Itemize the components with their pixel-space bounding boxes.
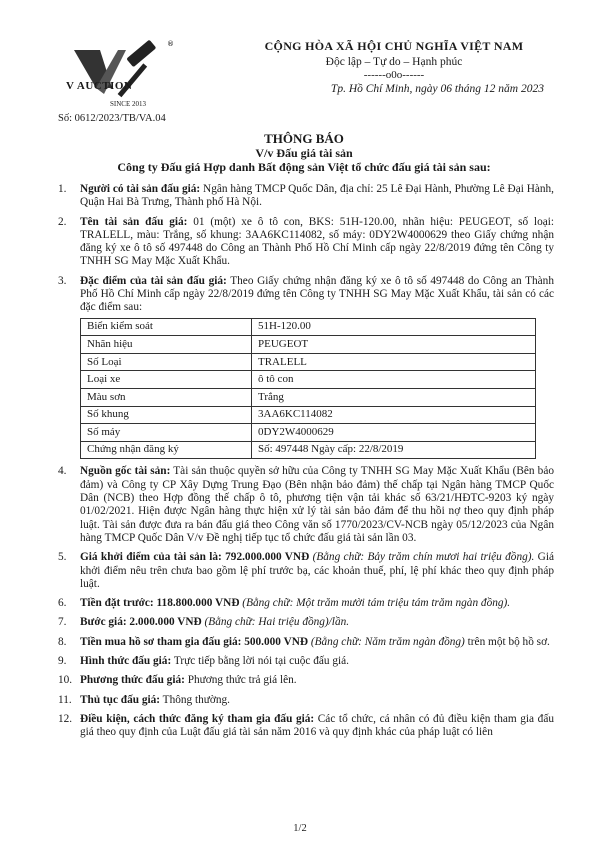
item-number: 3. [58,274,67,287]
item-label: Tên tài sản đấu giá: [80,215,188,228]
spec-key: Nhãn hiệu [81,336,252,354]
item-text: Theo Giấy chứng nhận đăng ký xe ô tô số 497448 do Công an Thành Phố Hồ Chí Minh cấp ngày 22/8/2019 đứng tên Công ty TNHH SG May Mặc Xuất Khẩu, tài sản có các đặc điểm sau: [80,274,554,314]
table-row [81,353,536,371]
item-italic: (Bằng chữ: Một trăm mười tám triệu tám trăm ngàn đồng). [239,597,511,610]
list-item [58,616,554,629]
item-number: 5. [58,551,67,564]
spec-value: 3AA6KC114082 [252,406,536,424]
table-row [81,441,536,459]
item-number: 12. [58,712,73,725]
table-row [81,371,536,389]
item-text: Giá khởi điểm nêu trên chưa bao gồm lệ phí trước bạ, các khoản thuế, phí, lệ phí khác theo quy định pháp luật. [80,551,554,590]
item-label: Bước giá: 2.000.000 VNĐ [80,616,202,629]
list-item [58,465,554,545]
list-item [58,636,554,649]
spec-value: Trắng [252,389,536,407]
item-italic: (Bằng chữ: Bảy trăm chín mươi hai triệu đồng). [309,551,535,564]
item-text: Ngân hàng TMCP Quốc Dân, địa chỉ: 25 Lê Đại Hành, Phường Lê Đại Hành, Quận Hai Bà Trưng, Thành phố Hà Nội. [80,183,554,209]
list-item [58,551,554,591]
spec-key: Màu sơn [81,389,252,407]
item-text: Trực tiếp bằng lời nói tại cuộc đấu giá. [171,654,349,667]
item-number: 7. [58,616,67,629]
table-row [81,336,536,354]
item-number: 4. [58,465,67,478]
item-number: 1. [58,183,67,195]
notice-subject: V/v Đấu giá tài sản [255,146,353,160]
item-number: 6. [58,597,67,610]
table-row [81,318,536,336]
item-label: Giá khởi điểm của tài sản là: 792.000.000 VNĐ [80,551,310,564]
item-label: Phương thức đấu giá: [80,674,185,687]
item-text: Các tổ chức, cá nhân có đủ điều kiện tham gia đấu giá theo quy định của Luật đấu giá tài sản năm 2016 và quy định khác của pháp luật có liên [80,712,554,739]
registered-mark: ® [167,40,174,48]
spec-value: Số: 497448 Ngày cấp: 22/8/2019 [252,441,536,459]
item-text: 01 (một) xe ô tô con, BKS: 51H-120.00, nhãn hiệu: PEUGEOT, số loại: TRALELL, màu: Trắng, số khung: 3AA6KC114082, số máy: 0DY2W4000629 theo Giấy chứng nhận đăng ký xe ô tô số 497448 do Công an Thành Phố Hồ Chí Minh cấp ngày 22/8/2019 đứng tên Công ty TNHH SG May Mặc Xuất Khẩu. [80,215,555,268]
notice-title-block [60,132,548,174]
spec-key: Loại xe [81,371,252,389]
spec-key: Số Loại [81,353,252,371]
spec-value: PEUGEOT [252,336,536,354]
item-number: 10. [58,674,73,687]
page-number: 1/2 [293,823,307,834]
spec-value: ô tô con [252,371,536,389]
item-italic: (Bằng chữ: Hai triệu đồng)/lần. [201,616,350,629]
notice-intro: Công ty Đấu giá Hợp danh Bất động sản Việt tổ chức đấu giá tài sản sau: [117,160,491,174]
item-text: Tài sản thuộc quyền sở hữu của Công ty TNHH SG May Mặc Xuất Khẩu (Bên bảo đảm) và Công ty CP Xây Dựng Trung Đạo (Bên nhận bảo đảm) thế chấp tại Ngân hàng TMCP Quốc Dân (NCB) theo Hợp đồng thế chấp ô tô, phương tiện vận tải khác số 63/21/HĐTC-9203 ký ngày 01/02/2021. Hiện được Ngân hàng thực hiện xử lý tài sản bảo đảm để thu hồi nợ theo quy định pháp luật. Tài sản được đưa ra bán đấu giá theo Công văn số 1770/2023/CV-NCB ngày 05/12/2023 của Ngân hàng TMCP Quốc Dân V/v Đề nghị tiếp tục tổ chức đấu giá tài sản lần 03. [80,465,554,544]
spec-key: Chứng nhận đăng ký [81,441,252,459]
item-label: Đặc điểm của tài sản đấu giá: [80,274,227,287]
item-text: Thông thường. [160,693,230,706]
item-number: 11. [58,693,72,706]
spec-value: 51H-120.00 [252,318,536,336]
motto: Độc lập – Tự do – Hạnh phúc [325,56,463,68]
national-header [234,39,554,81]
item-label: Tiền mua hồ sơ tham gia đấu giá: 500.000 VNĐ [80,635,309,648]
list-item [58,655,554,668]
header-divider: ------o0o------ [363,69,425,81]
item-italic: (Bằng chữ: Năm trăm ngàn đồng) [308,635,465,648]
logo-text: V AUCTION [66,80,133,92]
table-row [81,424,536,442]
list-item [58,597,554,610]
spec-value: 0DY2W4000629 [252,424,536,442]
list-item [58,674,554,687]
item-text: Phương thức trả giá lên. [184,674,297,687]
item-number: 9. [58,654,67,667]
list-item [58,216,554,269]
logo-since: SINCE 2013 [110,100,146,108]
list-item [58,275,554,315]
item-label: Tiền đặt trước: 118.800.000 VNĐ [80,597,240,610]
item-number: 8. [58,635,67,648]
spec-key: Số máy [81,424,252,442]
item-label: Người có tài sản đấu giá: [80,183,201,195]
notice-title: THÔNG BÁO [264,131,344,146]
list-item [58,183,554,210]
item-label: Nguồn gốc tài sản: [80,465,171,478]
spec-value: TRALELL [252,353,536,371]
list-item [58,694,554,707]
nation-title: CỘNG HÒA XÃ HỘI CHỦ NGHĨA VIỆT NAM [264,39,524,53]
table-row [81,389,536,407]
item-label: Thủ tục đấu giá: [80,693,161,706]
item-label: Hình thức đấu giá: [80,654,172,667]
list-item [58,713,554,740]
document-number: Số: 0612/2023/TB/VA.04 [58,113,166,124]
item-text: trên một bộ hồ sơ. [464,635,550,648]
v-auction-logo-icon [60,36,180,110]
item-number: 2. [58,215,67,228]
place-date: Tp. Hồ Chí Minh, ngày 06 tháng 12 năm 2023 [330,83,544,95]
item-label: Điều kiện, cách thức đăng ký tham gia đấu giá: [80,712,315,725]
vehicle-specs-table [80,318,536,460]
spec-key: Số khung [81,406,252,424]
spec-key: Biển kiểm soát [81,318,252,336]
notice-content [58,183,554,745]
table-row [81,406,536,424]
